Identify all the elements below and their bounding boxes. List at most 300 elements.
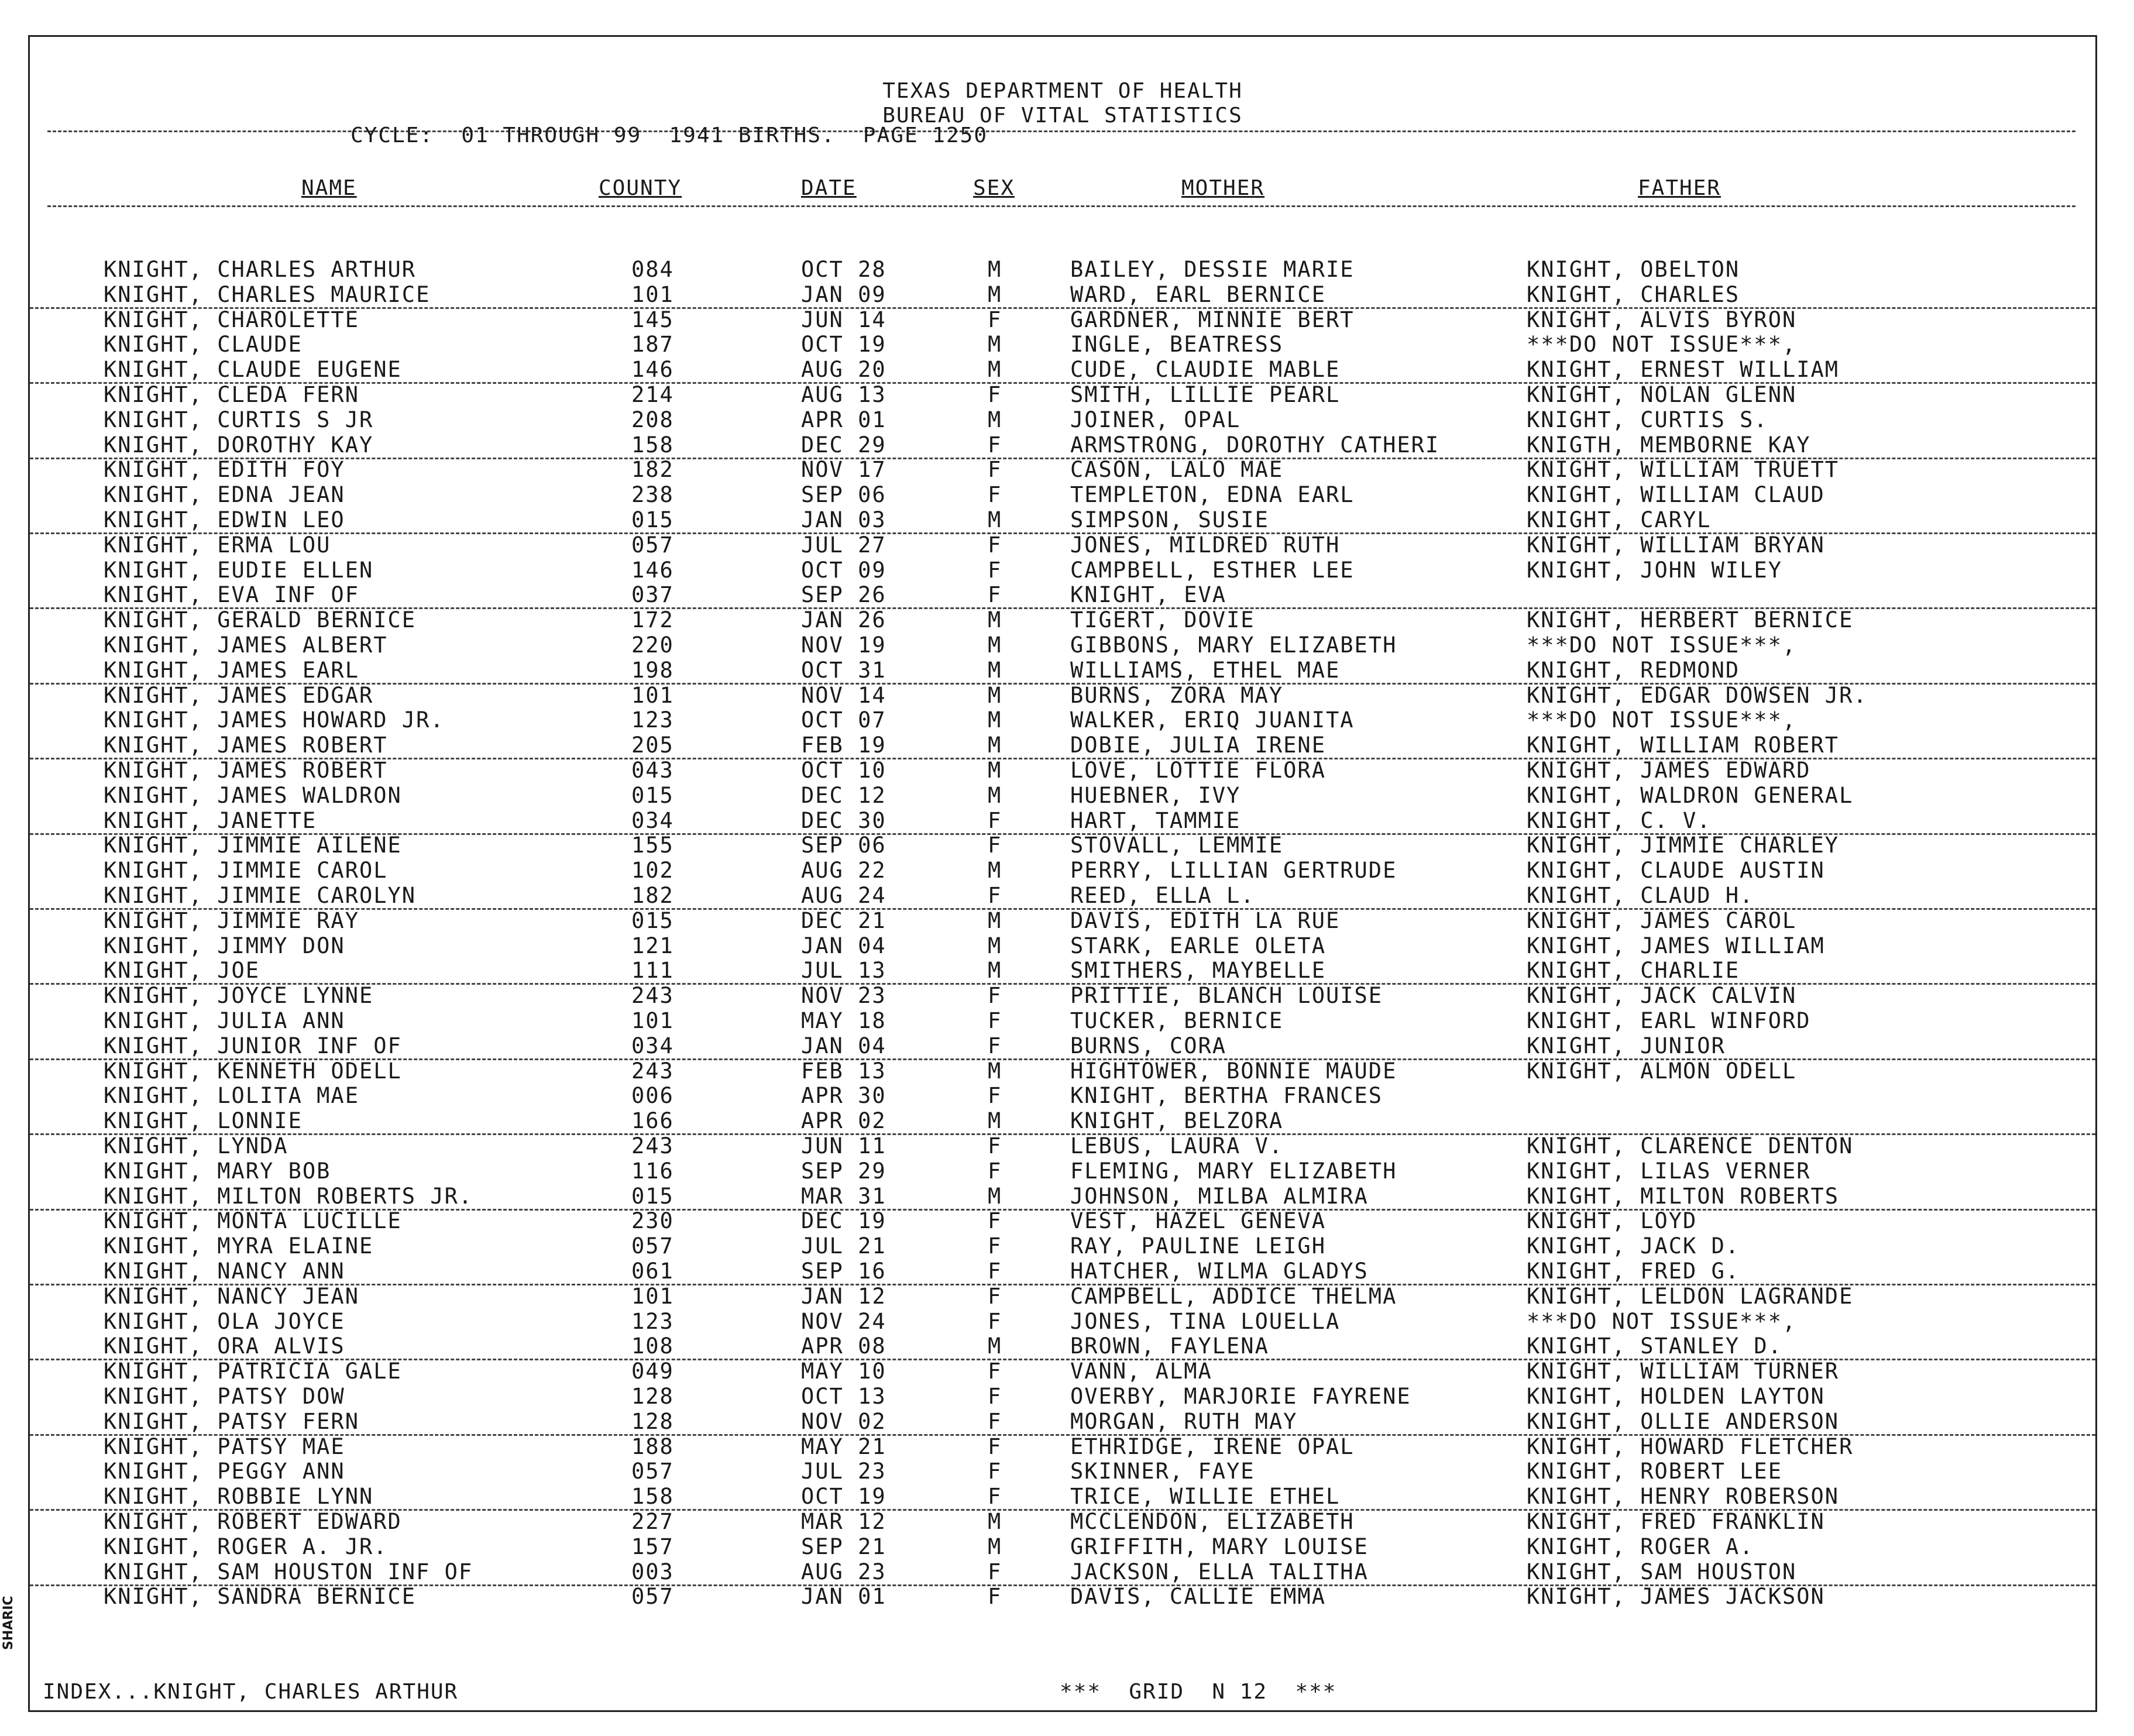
record-sex: F [988, 307, 1002, 332]
record-row [30, 883, 2095, 910]
record-father: KNIGHT, HERBERT BERNICE [1527, 607, 1854, 633]
record-father: KNIGHT, JACK D. [1527, 1233, 1740, 1259]
record-father: KNIGHT, HOLDEN LAYTON [1527, 1384, 1825, 1409]
record-date: OCT 07 [801, 707, 886, 733]
record-father: ***DO NOT ISSUE***, [1527, 632, 1797, 658]
record-county: 006 [631, 1083, 674, 1109]
col-header-date: DATE [801, 176, 857, 200]
record-date: NOV 17 [801, 457, 886, 483]
record-row [30, 683, 2095, 708]
record-county: 128 [631, 1384, 674, 1409]
record-row [30, 432, 2095, 459]
record-county: 049 [631, 1359, 674, 1384]
record-row [30, 1509, 2095, 1534]
record-name: KNIGHT, LONNIE [104, 1108, 303, 1134]
record-father: KNIGHT, EDGAR DOWSEN JR. [1527, 682, 1868, 708]
record-father: KNIGHT, WILLIAM TRUETT [1527, 457, 1840, 483]
record-father: KNIGHT, ERNEST WILLIAM [1527, 357, 1840, 383]
record-row [30, 707, 2095, 733]
record-name: KNIGHT, JAMES ROBERT [104, 758, 388, 783]
record-county: 146 [631, 357, 674, 383]
record-sex: F [988, 1008, 1002, 1033]
record-row [30, 457, 2095, 482]
record-mother: OVERBY, MARJORIE FAYRENE [1070, 1384, 1411, 1409]
record-sex: F [988, 1359, 1002, 1384]
record-county: 015 [631, 1183, 674, 1209]
record-row [30, 1534, 2095, 1559]
record-date: AUG 23 [801, 1559, 886, 1584]
record-county: 037 [631, 582, 674, 608]
record-date: AUG 20 [801, 357, 886, 383]
record-name: KNIGHT, EUDIE ELLEN [104, 557, 374, 583]
record-county: 243 [631, 1058, 674, 1084]
record-mother: TRICE, WILLIE ETHEL [1070, 1484, 1341, 1510]
record-father: KNIGHT, FRED G. [1527, 1259, 1740, 1284]
record-date: JUN 11 [801, 1133, 886, 1159]
record-date: MAR 31 [801, 1183, 886, 1209]
record-name: KNIGHT, JAMES ALBERT [104, 632, 388, 658]
record-mother: CASON, LALO MAE [1070, 457, 1284, 483]
record-row [30, 733, 2095, 759]
record-father: KNIGHT, WILLIAM ROBERT [1527, 733, 1840, 758]
record-sex: F [988, 1584, 1002, 1610]
record-mother: VANN, ALMA [1070, 1359, 1212, 1384]
record-mother: STARK, EARLE OLETA [1070, 933, 1326, 958]
record-row [30, 307, 2095, 332]
record-name: KNIGHT, MARY BOB [104, 1158, 331, 1184]
record-row [30, 983, 2095, 1008]
record-date: OCT 28 [801, 257, 886, 282]
record-mother: FLEMING, MARY ELIZABETH [1070, 1158, 1397, 1184]
record-county: 220 [631, 632, 674, 658]
record-sex: M [988, 733, 1002, 758]
record-county: 015 [631, 907, 674, 933]
record-mother: DAVIS, CALLIE EMMA [1070, 1584, 1326, 1610]
record-row [30, 632, 2095, 658]
col-header-name: NAME [301, 176, 357, 200]
record-date: DEC 21 [801, 907, 886, 933]
record-county: 034 [631, 807, 674, 833]
record-row [30, 507, 2095, 534]
record-county: 123 [631, 707, 674, 733]
record-mother: GIBBONS, MARY ELIZABETH [1070, 632, 1397, 658]
record-name: KNIGHT, MILTON ROBERTS JR. [104, 1183, 473, 1209]
record-date: SEP 26 [801, 582, 886, 608]
record-row [30, 1284, 2095, 1309]
record-sex: F [988, 1559, 1002, 1584]
record-row [30, 833, 2095, 858]
record-name: KNIGHT, DOROTHY KAY [104, 432, 374, 458]
record-mother: PERRY, LILLIAN GERTRUDE [1070, 858, 1397, 884]
record-sex: F [988, 382, 1002, 407]
record-row [30, 257, 2095, 282]
department-title: TEXAS DEPARTMENT OF HEALTH [882, 79, 1243, 103]
record-mother: MCCLENDON, ELIZABETH [1070, 1509, 1355, 1534]
record-date: DEC 12 [801, 782, 886, 808]
record-father: KNIGHT, ROBERT LEE [1527, 1459, 1782, 1484]
record-sex: M [988, 907, 1002, 933]
record-date: MAY 10 [801, 1359, 886, 1384]
record-date: JAN 04 [801, 1033, 886, 1058]
record-name: KNIGHT, CHARLES ARTHUR [104, 257, 417, 282]
record-mother: HIGHTOWER, BONNIE MAUDE [1070, 1058, 1397, 1084]
record-name: KNIGHT, ROBBIE LYNN [104, 1484, 374, 1510]
record-mother: HUEBNER, IVY [1070, 782, 1241, 808]
col-header-sex: SEX [973, 176, 1015, 200]
record-mother: KNIGHT, BERTHA FRANCES [1070, 1083, 1383, 1109]
record-father: KNIGHT, JAMES JACKSON [1527, 1584, 1825, 1610]
record-date: SEP 29 [801, 1158, 886, 1184]
record-father: KNIGHT, LILAS VERNER [1527, 1158, 1811, 1184]
record-father: KNIGHT, WILLIAM BRYAN [1527, 532, 1825, 558]
record-county: 145 [631, 307, 674, 332]
record-name: KNIGHT, JIMMY DON [104, 933, 345, 958]
record-name: KNIGHT, JAMES EDGAR [104, 682, 374, 708]
record-sex: M [988, 707, 1002, 733]
record-father: KNIGHT, JOHN WILEY [1527, 557, 1782, 583]
record-name: KNIGHT, JOYCE LYNNE [104, 983, 374, 1009]
record-date: DEC 30 [801, 807, 886, 833]
record-name: KNIGHT, JANETTE [104, 807, 317, 833]
record-father: KNIGHT, OLLIE ANDERSON [1527, 1408, 1840, 1434]
record-row [30, 1083, 2095, 1108]
record-mother: BURNS, ZORA MAY [1070, 682, 1284, 708]
record-sex: F [988, 532, 1002, 558]
record-row [30, 658, 2095, 685]
record-date: JAN 03 [801, 507, 886, 532]
record-sex: F [988, 1484, 1002, 1510]
record-mother: DOBIE, JULIA IRENE [1070, 733, 1326, 758]
record-mother: CUDE, CLAUDIE MABLE [1070, 357, 1341, 383]
record-sex: M [988, 1183, 1002, 1209]
record-name: KNIGHT, JIMMIE CAROLYN [104, 883, 417, 908]
record-row [30, 1333, 2095, 1360]
record-name: KNIGHT, CLEDA FERN [104, 382, 359, 407]
record-row [30, 1008, 2095, 1033]
record-name: KNIGHT, PATSY DOW [104, 1384, 345, 1409]
record-name: KNIGHT, JIMMIE CAROL [104, 858, 388, 884]
record-county: 158 [631, 432, 674, 458]
record-county: 157 [631, 1534, 674, 1559]
record-name: KNIGHT, CURTIS S JR [104, 407, 374, 432]
record-mother: TIGERT, DOVIE [1070, 607, 1255, 633]
record-county: 101 [631, 682, 674, 708]
record-mother: TEMPLETON, EDNA EARL [1070, 482, 1355, 508]
record-father: KNIGHT, WALDRON GENERAL [1527, 782, 1854, 808]
record-father: KNIGHT, REDMOND [1527, 657, 1740, 683]
record-county: 172 [631, 607, 674, 633]
record-father: KNIGHT, WILLIAM CLAUD [1527, 482, 1825, 508]
record-sex: F [988, 1459, 1002, 1484]
record-date: MAR 12 [801, 1509, 886, 1534]
record-date: DEC 29 [801, 432, 886, 458]
record-name: KNIGHT, EDITH FOY [104, 457, 345, 483]
record-date: NOV 14 [801, 682, 886, 708]
record-sex: M [988, 782, 1002, 808]
record-date: OCT 09 [801, 557, 886, 583]
record-date: JUL 27 [801, 532, 886, 558]
record-county: 101 [631, 281, 674, 307]
record-sex: F [988, 1233, 1002, 1259]
record-name: KNIGHT, JOE [104, 958, 260, 984]
record-county: 243 [631, 1133, 674, 1159]
record-date: SEP 16 [801, 1259, 886, 1284]
record-mother: INGLE, BEATRESS [1070, 332, 1284, 357]
record-sex: F [988, 1083, 1002, 1109]
record-sex: M [988, 1534, 1002, 1559]
record-sex: F [988, 1434, 1002, 1459]
record-sex: F [988, 1208, 1002, 1234]
record-father: KNIGHT, JAMES WILLIAM [1527, 933, 1825, 958]
record-mother: HART, TAMMIE [1070, 807, 1241, 833]
record-sex: F [988, 833, 1002, 858]
record-mother: JOINER, OPAL [1070, 407, 1241, 432]
record-county: 057 [631, 532, 674, 558]
record-county: 116 [631, 1158, 674, 1184]
record-name: KNIGHT, LYNDA [104, 1133, 288, 1159]
record-county: 102 [631, 858, 674, 884]
record-county: 166 [631, 1108, 674, 1134]
record-county: 108 [631, 1333, 674, 1359]
record-father: KNIGHT, CLAUD H. [1527, 883, 1754, 908]
record-name: KNIGHT, ROBERT EDWARD [104, 1509, 402, 1534]
record-date: NOV 02 [801, 1408, 886, 1434]
record-sex: M [988, 632, 1002, 658]
record-date: NOV 19 [801, 632, 886, 658]
record-row [30, 282, 2095, 309]
record-father: KNIGHT, CHARLES [1527, 281, 1740, 307]
record-mother: JONES, MILDRED RUTH [1070, 532, 1341, 558]
record-row [30, 1484, 2095, 1511]
record-father: KNIGHT, ROGER A. [1527, 1534, 1754, 1559]
bureau-title: BUREAU OF VITAL STATISTICS [882, 104, 1243, 128]
record-row [30, 607, 2095, 632]
record-date: AUG 22 [801, 858, 886, 884]
record-sex: F [988, 457, 1002, 483]
record-row [30, 933, 2095, 958]
record-father: KNIGHT, JAMES EDWARD [1527, 758, 1811, 783]
record-date: JUN 14 [801, 307, 886, 332]
record-date: FEB 13 [801, 1058, 886, 1084]
record-sex: F [988, 557, 1002, 583]
record-father: KNIGHT, JUNIOR [1527, 1033, 1726, 1058]
record-mother: WALKER, ERIQ JUANITA [1070, 707, 1355, 733]
record-county: 238 [631, 482, 674, 508]
record-name: KNIGHT, JIMMIE RAY [104, 907, 359, 933]
record-date: DEC 19 [801, 1208, 886, 1234]
record-county: 015 [631, 507, 674, 532]
record-county: 243 [631, 983, 674, 1009]
record-row [30, 1559, 2095, 1586]
record-father: KNIGHT, C. V. [1527, 807, 1712, 833]
record-name: KNIGHT, NANCY JEAN [104, 1283, 359, 1309]
record-sex: F [988, 807, 1002, 833]
record-county: 101 [631, 1283, 674, 1309]
record-name: KNIGHT, CHARLES MAURICE [104, 281, 431, 307]
record-county: 043 [631, 758, 674, 783]
record-county: 084 [631, 257, 674, 282]
record-sex: F [988, 983, 1002, 1009]
record-county: 057 [631, 1233, 674, 1259]
record-mother: STOVALL, LEMMIE [1070, 833, 1284, 858]
record-father: KNIGHT, WILLIAM TURNER [1527, 1359, 1840, 1384]
record-sex: M [988, 933, 1002, 958]
record-date: SEP 06 [801, 482, 886, 508]
record-county: 214 [631, 382, 674, 407]
record-name: KNIGHT, NANCY ANN [104, 1259, 345, 1284]
record-county: 158 [631, 1484, 674, 1510]
record-sex: M [988, 281, 1002, 307]
record-mother: ETHRIDGE, IRENE OPAL [1070, 1434, 1355, 1459]
record-sex: F [988, 1283, 1002, 1309]
record-county: 182 [631, 883, 674, 908]
record-mother: CAMPBELL, ADDICE THELMA [1070, 1283, 1397, 1309]
record-county: 015 [631, 782, 674, 808]
record-mother: BROWN, FAYLENA [1070, 1333, 1269, 1359]
record-date: MAY 21 [801, 1434, 886, 1459]
record-row [30, 332, 2095, 357]
record-date: JAN 12 [801, 1283, 886, 1309]
record-mother: KNIGHT, BELZORA [1070, 1108, 1284, 1134]
record-sex: M [988, 407, 1002, 432]
record-county: 034 [631, 1033, 674, 1058]
record-name: KNIGHT, PEGGY ANN [104, 1459, 345, 1484]
record-name: KNIGHT, JAMES EARL [104, 657, 359, 683]
record-county: 123 [631, 1308, 674, 1334]
record-father: KNIGHT, ALMON ODELL [1527, 1058, 1797, 1084]
record-sex: M [988, 357, 1002, 383]
record-name: KNIGHT, MONTA LUCILLE [104, 1208, 402, 1234]
record-father: KNIGTH, MEMBORNE KAY [1527, 432, 1811, 458]
record-county: 128 [631, 1408, 674, 1434]
record-name: KNIGHT, SAM HOUSTON INF OF [104, 1559, 473, 1584]
record-date: AUG 24 [801, 883, 886, 908]
record-row [30, 1133, 2095, 1159]
record-father: KNIGHT, JAMES CAROL [1527, 907, 1797, 933]
record-name: KNIGHT, JAMES WALDRON [104, 782, 402, 808]
record-county: 230 [631, 1208, 674, 1234]
record-father: KNIGHT, FRED FRANKLIN [1527, 1509, 1825, 1534]
cycle-line: CYCLE: 01 THROUGH 99 1941 BIRTHS. PAGE 1250 [350, 123, 988, 147]
record-name: KNIGHT, JUNIOR INF OF [104, 1033, 402, 1058]
record-county: 057 [631, 1584, 674, 1610]
record-father: KNIGHT, LELDON LAGRANDE [1527, 1283, 1854, 1309]
record-row [30, 1584, 2095, 1609]
record-mother: SMITHERS, MAYBELLE [1070, 958, 1326, 984]
record-date: JAN 01 [801, 1584, 886, 1610]
record-row [30, 958, 2095, 985]
record-sex: M [988, 332, 1002, 357]
record-name: KNIGHT, JAMES HOWARD JR. [104, 707, 445, 733]
record-row [30, 1409, 2095, 1436]
record-row [30, 407, 2095, 432]
record-mother: RAY, PAULINE LEIGH [1070, 1233, 1326, 1259]
record-date: APR 08 [801, 1333, 886, 1359]
record-name: KNIGHT, JULIA ANN [104, 1008, 345, 1033]
record-mother: VEST, HAZEL GENEVA [1070, 1208, 1326, 1234]
record-sex: M [988, 1108, 1002, 1134]
side-label: SHARIC [1, 1596, 16, 1650]
record-father: KNIGHT, ALVIS BYRON [1527, 307, 1797, 332]
record-row [30, 1058, 2095, 1084]
record-father: KNIGHT, SAM HOUSTON [1527, 1559, 1797, 1584]
record-name: KNIGHT, KENNETH ODELL [104, 1058, 402, 1084]
record-date: JUL 13 [801, 958, 886, 984]
record-father: KNIGHT, HENRY ROBERSON [1527, 1484, 1840, 1510]
record-date: JAN 04 [801, 933, 886, 958]
record-name: KNIGHT, MYRA ELAINE [104, 1233, 374, 1259]
record-father: KNIGHT, OBELTON [1527, 257, 1740, 282]
record-row [30, 357, 2095, 384]
record-date: APR 30 [801, 1083, 886, 1109]
record-mother: LEBUS, LAURA V. [1070, 1133, 1284, 1159]
record-date: NOV 24 [801, 1308, 886, 1334]
record-father: KNIGHT, CURTIS S. [1527, 407, 1768, 432]
col-header-father: FATHER [1638, 176, 1721, 200]
record-mother: BURNS, CORA [1070, 1033, 1227, 1058]
record-row [30, 1434, 2095, 1459]
record-father: ***DO NOT ISSUE***, [1527, 332, 1797, 357]
record-sex: M [988, 858, 1002, 884]
record-name: KNIGHT, EVA INF OF [104, 582, 359, 608]
record-name: KNIGHT, JAMES ROBERT [104, 733, 388, 758]
record-county: 182 [631, 457, 674, 483]
record-sex: F [988, 482, 1002, 508]
record-county: 205 [631, 733, 674, 758]
record-mother: ARMSTRONG, DOROTHY CATHERI [1070, 432, 1440, 458]
record-mother: BAILEY, DESSIE MARIE [1070, 257, 1355, 282]
record-name: KNIGHT, EDWIN LEO [104, 507, 345, 532]
record-mother: PRITTIE, BLANCH LOUISE [1070, 983, 1383, 1009]
record-county: 146 [631, 557, 674, 583]
record-father: KNIGHT, EARL WINFORD [1527, 1008, 1811, 1033]
record-date: APR 01 [801, 407, 886, 432]
record-mother: KNIGHT, EVA [1070, 582, 1227, 608]
record-sex: M [988, 257, 1002, 282]
record-date: APR 02 [801, 1108, 886, 1134]
record-row [30, 1108, 2095, 1135]
record-mother: GRIFFITH, MARY LOUISE [1070, 1534, 1369, 1559]
record-row [30, 858, 2095, 883]
record-row [30, 783, 2095, 808]
record-row [30, 1309, 2095, 1334]
record-row [30, 1233, 2095, 1259]
record-sex: M [988, 507, 1002, 532]
record-date: OCT 31 [801, 657, 886, 683]
record-name: KNIGHT, GERALD BERNICE [104, 607, 417, 633]
record-mother: WARD, EARL BERNICE [1070, 281, 1326, 307]
record-row [30, 758, 2095, 783]
record-mother: DAVIS, EDITH LA RUE [1070, 907, 1341, 933]
record-date: AUG 13 [801, 382, 886, 407]
record-mother: JACKSON, ELLA TALITHA [1070, 1559, 1369, 1584]
record-county: 111 [631, 958, 674, 984]
record-name: KNIGHT, OLA JOYCE [104, 1308, 345, 1334]
record-row [30, 482, 2095, 507]
record-father: KNIGHT, HOWARD FLETCHER [1527, 1434, 1854, 1459]
index-line: INDEX...KNIGHT, CHARLES ARTHUR [43, 1680, 459, 1704]
record-father: KNIGHT, CLARENCE DENTON [1527, 1133, 1854, 1159]
record-date: OCT 19 [801, 1484, 886, 1510]
record-county: 121 [631, 933, 674, 958]
record-row [30, 1184, 2095, 1211]
record-sex: M [988, 958, 1002, 984]
record-sex: M [988, 657, 1002, 683]
grid-line: *** GRID N 12 *** [1060, 1680, 1337, 1704]
record-county: 198 [631, 657, 674, 683]
record-sex: F [988, 1408, 1002, 1434]
record-mother: LOVE, LOTTIE FLORA [1070, 758, 1326, 783]
